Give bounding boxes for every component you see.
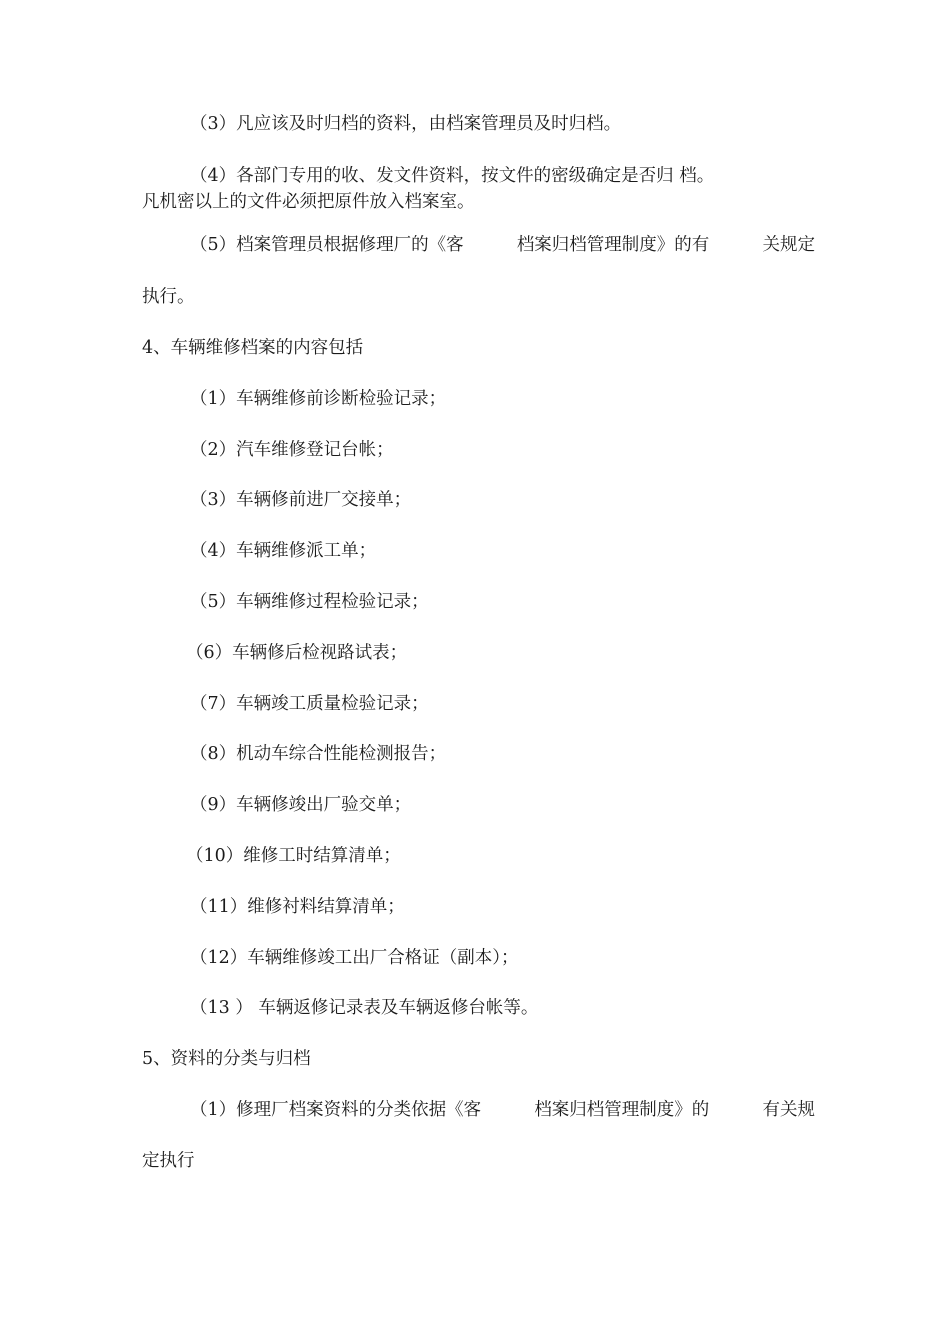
list-item: （9）车辆修竣出厂验交单； [190, 795, 412, 815]
paragraph-rules-line2: 执行。 [142, 287, 195, 307]
paragraph-archive-timely: （3）凡应该及时归档的资料，由档案管理员及时归档。 [190, 114, 622, 134]
paragraph-rules-line1-part-a: （5）档案管理员根据修理厂的《客 [190, 235, 464, 255]
list-item: （13 ） 车辆返修记录表及车辆返修台帐等。 [190, 998, 539, 1018]
paragraph-dept-files-line1: （4）各部门专用的收、发文件资料，按文件的密级确定是否归 档。 [190, 166, 715, 186]
paragraph-dept-files-line2: 凡机密以上的文件必须把原件放入档案室。 [142, 192, 475, 212]
section-5-heading: 5、资料的分类与归档 [142, 1049, 311, 1069]
list-item: （10）维修工时结算清单； [186, 846, 401, 866]
list-item: （4）车辆维修派工单； [190, 541, 377, 561]
section-5-item1-part-a: （1）修理厂档案资料的分类依据《客 [190, 1100, 482, 1120]
list-item: （6）车辆修后检视路试表； [186, 643, 408, 663]
section-4-heading: 4、车辆维修档案的内容包括 [142, 338, 364, 358]
list-item: （1）车辆维修前诊断检验记录； [190, 389, 447, 409]
list-item: （12）车辆维修竣工出厂合格证（副本）； [190, 948, 519, 968]
list-item: （3）车辆修前进厂交接单； [190, 490, 412, 510]
paragraph-rules-line1-part-c: 关规定 [762, 235, 815, 255]
list-item: （8）机动车综合性能检测报告； [190, 744, 447, 764]
list-item: （5）车辆维修过程检验记录； [190, 592, 429, 612]
paragraph-rules-line1 [190, 237, 815, 255]
list-item: （11）维修衬料结算清单； [190, 897, 405, 917]
section-5-item1-part-c: 有关规 [762, 1100, 815, 1120]
section-5-item1-line2: 定执行 [142, 1151, 195, 1171]
section-5-item1-part-b: 档案归档管理制度》的 [534, 1100, 710, 1120]
paragraph-rules-line1-part-b: 档案归档管理制度》的有 [516, 235, 710, 255]
list-item: （2）汽车维修登记台帐； [190, 440, 394, 460]
section-5-item1-line1 [190, 1102, 815, 1120]
list-item: （7）车辆竣工质量检验记录； [190, 694, 429, 714]
